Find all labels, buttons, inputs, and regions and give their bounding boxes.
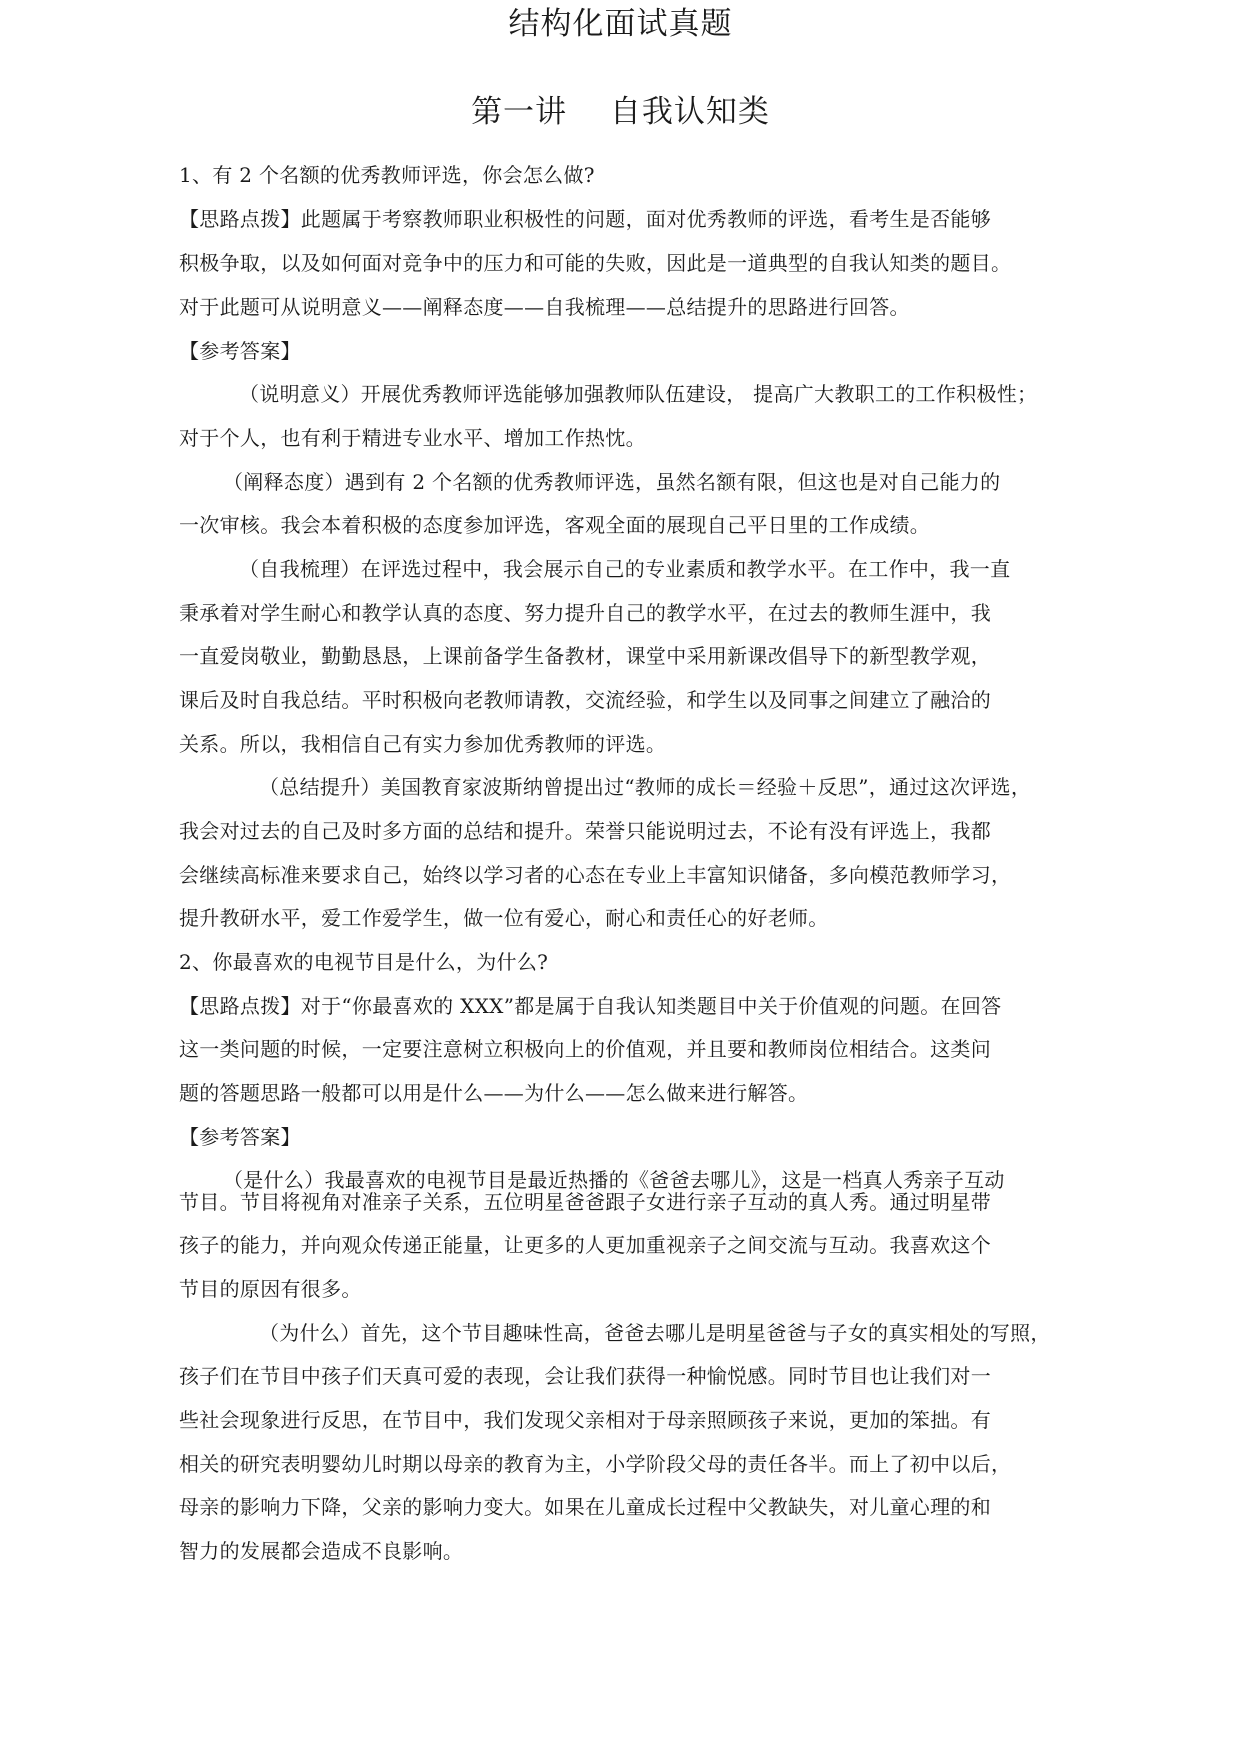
q1-para4-line-2: 我会对过去的自己及时多方面的总结和提升。荣誉只能说明过去，不论有没有评选上，我都 — [179, 819, 991, 843]
q2-hint-line-3: 题的答题思路一般都可以用是什么——为什么——怎么做来进行解答。 — [179, 1081, 809, 1105]
q1-para1-line-2: 对于个人，也有利于精进专业水平、增加工作热忱。 — [179, 426, 646, 450]
q1-para3-line-5: 关系。所以，我相信自己有实力参加优秀教师的评选。 — [179, 732, 667, 756]
q1-hint-line-3: 对于此题可从说明意义——阐释态度——自我梳理——总结提升的思路进行回答。 — [179, 295, 910, 319]
q2-hint-line-1: 【思路点拨】对于“你最喜欢的 XXX”都是属于自我认知类题目中关于价值观的问题。在回答 — [179, 994, 1002, 1018]
q1-para2-line-1: （阐释态度）遇到有 2 个名额的优秀教师评选，虽然名额有限，但这也是对自己能力的 — [223, 470, 1001, 494]
q2-para2-line-4: 相关的研究表明婴幼儿时期以母亲的教育为主，小学阶段父母的责任各半。而上了初中以后， — [179, 1452, 1012, 1476]
question-1: 1、有 2 个名额的优秀教师评选，你会怎么做? — [179, 163, 595, 187]
q2-para1-line-1: （是什么）我最喜欢的电视节目是最近热播的《爸爸去哪儿》，这是一档真人秀亲子互动 — [223, 1168, 1005, 1192]
q2-answer-heading: 【参考答案】 — [179, 1125, 301, 1149]
lecture-title: 第一讲 自我认知类 — [471, 94, 770, 130]
q2-para2-line-1: （为什么）首先，这个节目趣味性高，爸爸去哪儿是明星爸爸与子女的真实相处的写照， — [259, 1321, 1051, 1345]
q1-para2-line-2: 一次审核。我会本着积极的态度参加评选，客观全面的展现自己平日里的工作成绩。 — [179, 513, 931, 537]
q1-para4-line-4: 提升教研水平，爱工作爱学生，做一位有爱心，耐心和责任心的好老师。 — [179, 906, 829, 930]
q1-para3-line-3: 一直爱岗敬业，勤勤恳恳，上课前备学生备教材，课堂中采用新课改倡导下的新型教学观， — [179, 644, 991, 668]
q1-para4-line-3: 会继续高标准来要求自己，始终以学习者的心态在专业上丰富知识储备，多向模范教师学习， — [179, 863, 1012, 887]
q2-para1-line-2: 节目。节目将视角对准亲子关系，五位明星爸爸跟子女进行亲子互动的真人秀。通过明星带 — [179, 1190, 991, 1214]
q1-hint-line-2: 积极争取，以及如何面对竞争中的压力和可能的失败，因此是一道典型的自我认知类的题目。 — [179, 251, 1012, 275]
q2-hint-line-2: 这一类问题的时候，一定要注意树立积极向上的价值观，并且要和教师岗位相结合。这类问 — [179, 1037, 991, 1061]
q2-para2-line-3: 些社会现象进行反思，在节目中，我们发现父亲相对于母亲照顾孩子来说，更加的笨拙。有 — [179, 1408, 991, 1432]
q1-para3-line-2: 秉承着对学生耐心和教学认真的态度、努力提升自己的教学水平，在过去的教师生涯中，我 — [179, 601, 991, 625]
q2-para2-line-6: 智力的发展都会造成不良影响。 — [179, 1539, 464, 1563]
q1-para4-line-1: （总结提升）美国教育家波斯纳曾提出过“教师的成长＝经验＋反思”，通过这次评选， — [259, 775, 1032, 799]
q1-para3-line-1: （自我梳理）在评选过程中，我会展示自己的专业素质和教学水平。在工作中，我一直 — [239, 557, 1011, 581]
q2-para1-line-3: 孩子的能力，并向观众传递正能量，让更多的人更加重视亲子之间交流与互动。我喜欢这个 — [179, 1233, 991, 1257]
q2-para1-line-4: 节目的原因有很多。 — [179, 1277, 362, 1301]
document-title: 结构化面试真题 — [508, 6, 733, 42]
q2-para2-line-5: 母亲的影响力下降，父亲的影响力变大。如果在儿童成长过程中父教缺失，对儿童心理的和 — [179, 1495, 991, 1519]
question-2: 2、你最喜欢的电视节目是什么，为什么? — [179, 950, 549, 974]
q1-hint-line-1: 【思路点拨】此题属于考察教师职业积极性的问题，面对优秀教师的评选，看考生是否能够 — [179, 207, 991, 231]
q1-answer-heading: 【参考答案】 — [179, 339, 301, 363]
q2-para2-line-2: 孩子们在节目中孩子们天真可爱的表现，会让我们获得一种愉悦感。同时节目也让我们对一 — [179, 1364, 991, 1388]
q1-para3-line-4: 课后及时自我总结。平时积极向老教师请教，交流经验，和学生以及同事之间建立了融洽的 — [179, 688, 991, 712]
q1-para1-line-1: （说明意义）开展优秀教师评选能够加强教师队伍建设， 提高广大教职工的工作积极性； — [239, 382, 1038, 406]
